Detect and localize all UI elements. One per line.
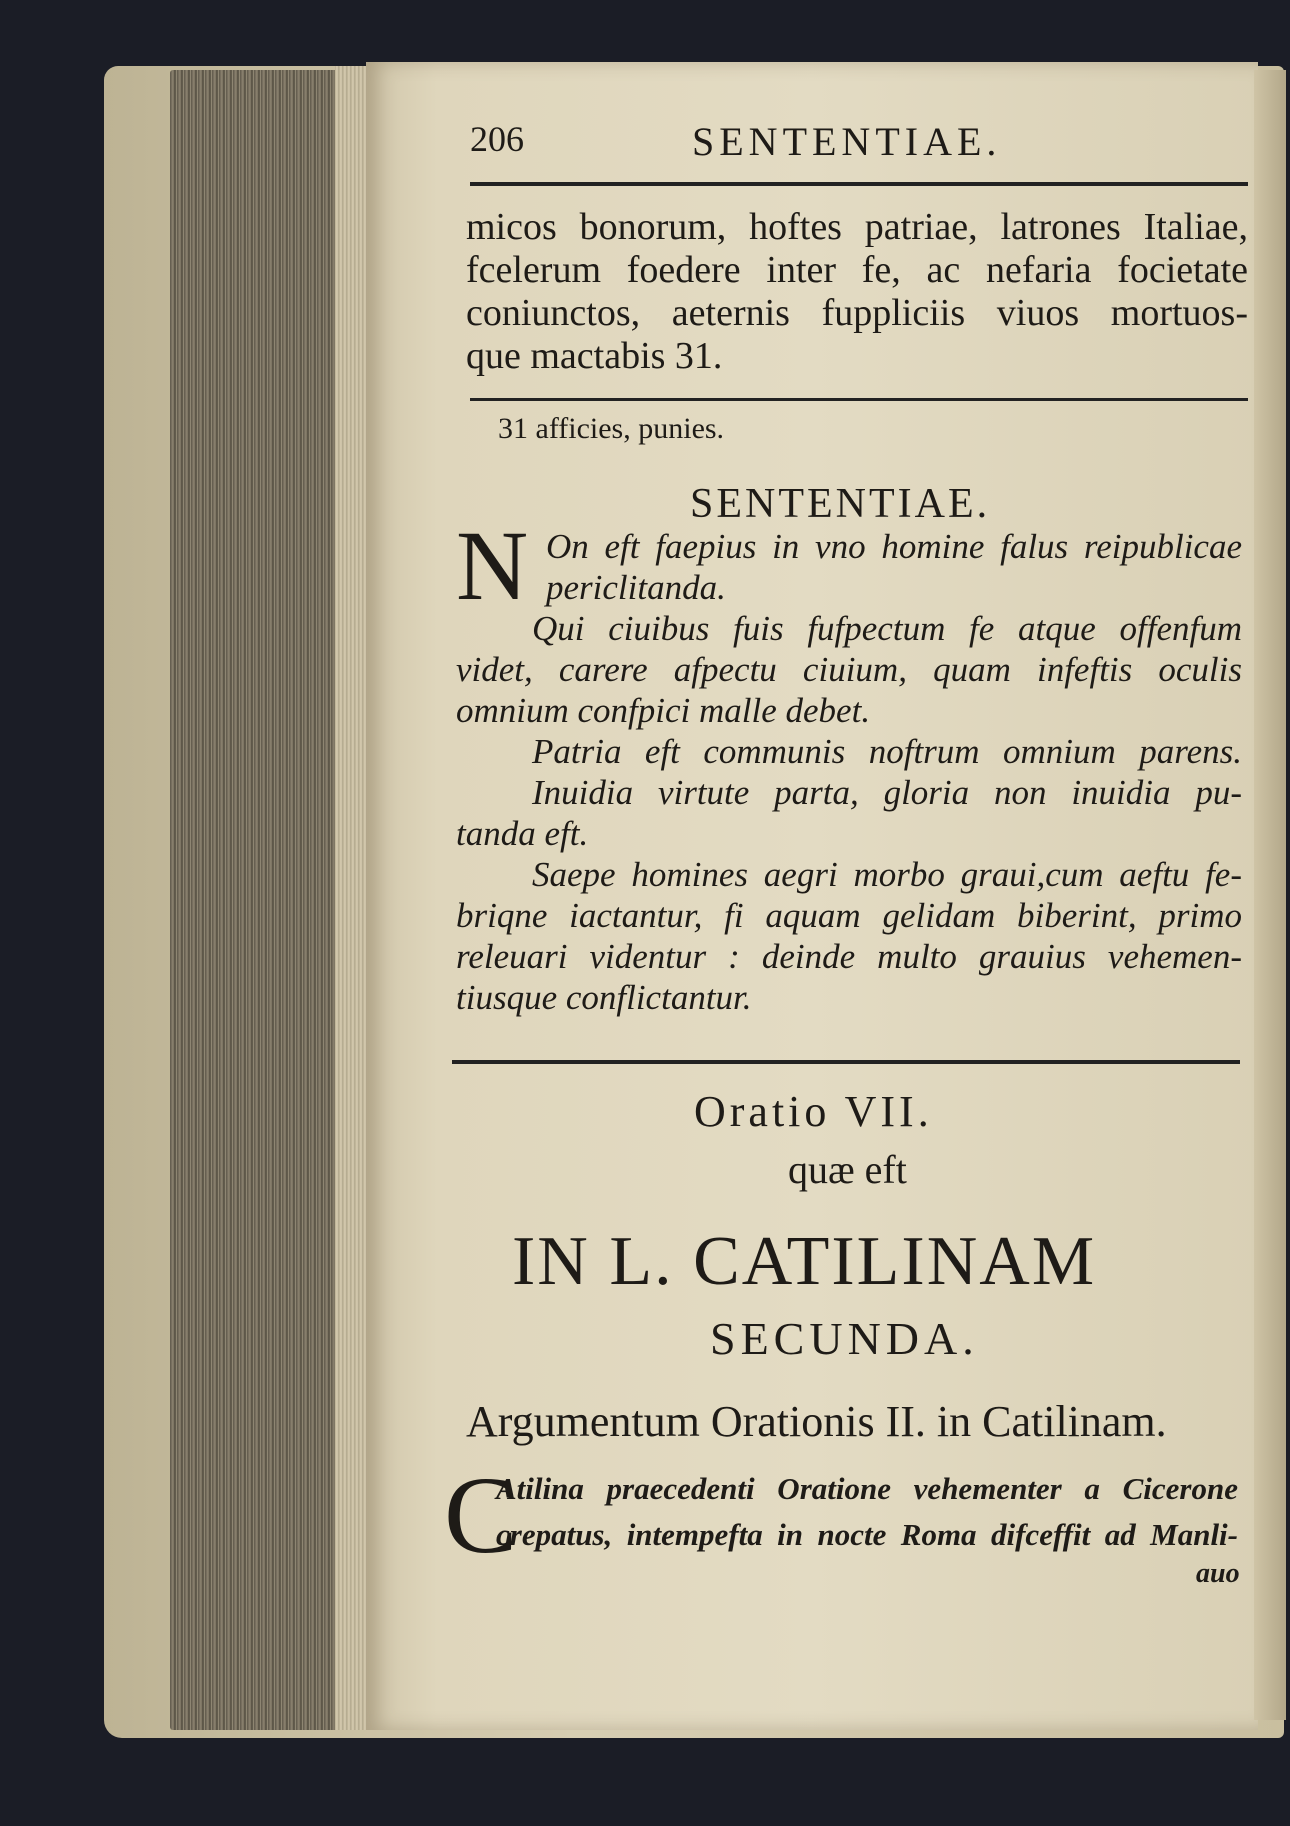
oratio-subtitle: SECUNDA.: [710, 1313, 979, 1364]
page-number: 206: [470, 119, 524, 159]
sententia-line: Inuidia virtute parta, gloria non inuidia pu-: [532, 773, 1242, 812]
sententia-line: Saepe homines aegri morbo graui,cum aeftu fe-: [532, 855, 1242, 894]
sententia-line: periclitanda.: [546, 568, 726, 607]
sententia-line: On eft faepius in vno homine falus reipublicae: [546, 527, 1242, 566]
argument-line: crepatus, intempefta in nocte Roma difceffit ad Manli-: [496, 1517, 1238, 1552]
sententiae-heading: SENTENTIAE.: [690, 481, 991, 527]
sententia-line: tiusque conflictantur.: [456, 978, 752, 1017]
oratio-main-title: IN L. CATILINAM: [512, 1223, 1097, 1300]
text-line: fcelerum foedere inter fe, ac nefaria focietate: [466, 249, 1248, 291]
sententia-line: tanda eft.: [456, 814, 589, 853]
text-line: micos bonorum, hoftes patriae, latrones Italiae,: [466, 206, 1248, 248]
catchword: auo: [1196, 1558, 1240, 1589]
oratio-quae: quæ eft: [788, 1147, 907, 1192]
sententia-line: omnium confpici malle debet.: [456, 691, 871, 730]
sententiae-block: [456, 526, 1242, 1018]
header-rule: [470, 182, 1248, 186]
argument-text: [496, 1466, 1238, 1558]
text-line: que mactabis 31.: [466, 335, 723, 377]
sententia-line: videt, carere afpectu ciuium, quam infeftis oculis: [456, 650, 1242, 689]
footnote: 31 afficies, punies.: [498, 412, 725, 445]
argument-heading: Argumentum Orationis II. in Catilinam.: [466, 1397, 1167, 1446]
oratio-title: Oratio VII.: [694, 1087, 933, 1136]
section-rule: [452, 1060, 1240, 1064]
running-head-title: SENTENTIAE.: [692, 119, 1002, 164]
sententia-line: Patria eft communis noftrum omnium parens.: [532, 732, 1242, 771]
text-line: coniunctos, aeternis fuppliciis viuos mortuos-: [466, 292, 1248, 334]
main-text-block: [466, 206, 1248, 378]
sententia-line: Qui ciuibus fuis fufpectum fe atque offenfum: [532, 609, 1242, 648]
facing-page-edge: [1254, 70, 1286, 1720]
sententia-line: releuari videntur : deinde multo grauius vehemen-: [456, 937, 1242, 976]
argument-line: Atilina praecedenti Oratione vehementer a Cicerone: [496, 1471, 1238, 1506]
sententia-line: briqne iactantur, fi aquam gelidam biberint, primo: [456, 896, 1242, 935]
drop-cap-c: C: [444, 1454, 518, 1576]
footnote-rule: [470, 398, 1248, 401]
drop-cap-n: N: [456, 510, 529, 621]
